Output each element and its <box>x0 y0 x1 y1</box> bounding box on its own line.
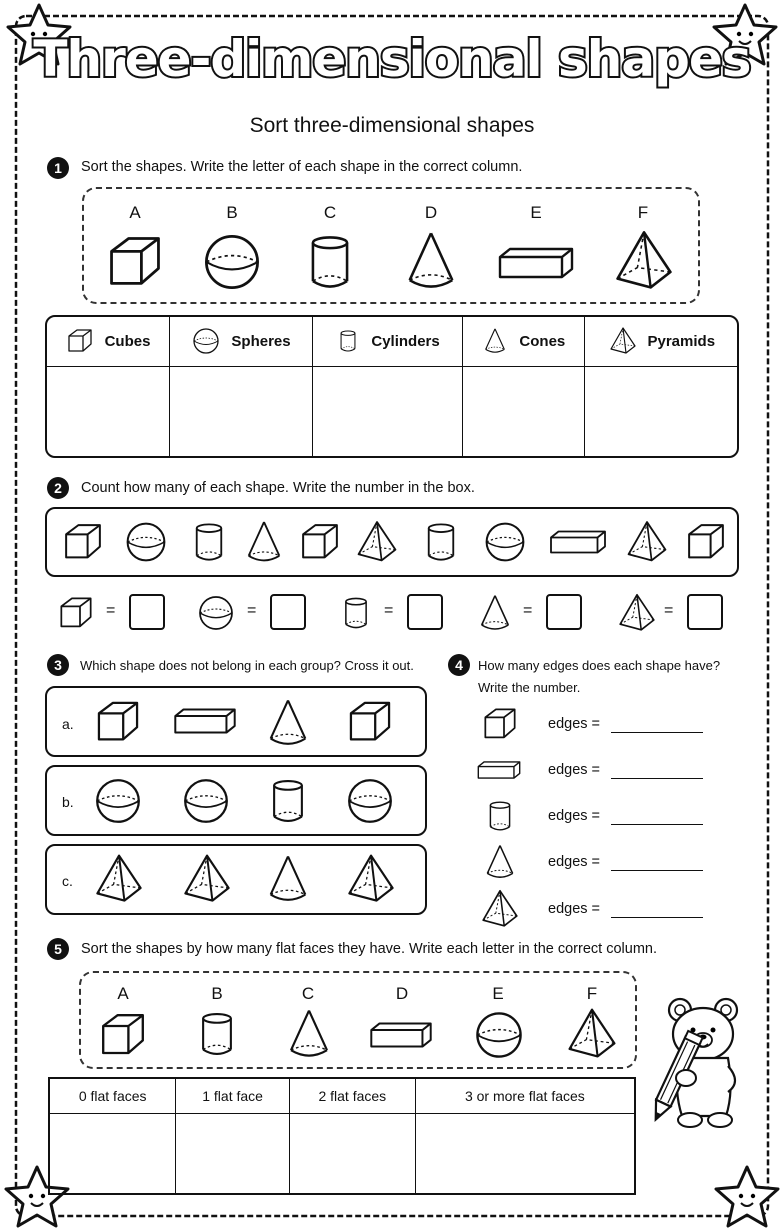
question-number: 2 <box>47 477 69 499</box>
equals-sign: = <box>106 602 116 619</box>
pyramid-shape <box>564 1006 620 1062</box>
edges-label: edges = <box>548 901 601 917</box>
column-header: Cubes <box>104 332 151 350</box>
star-icon <box>712 1164 782 1230</box>
column-header: Cones <box>519 332 566 350</box>
count-input-spheres[interactable] <box>270 594 306 630</box>
sphere-shape[interactable] <box>344 775 396 827</box>
sphere-shape[interactable] <box>92 775 144 827</box>
shape-letter: E <box>492 984 504 1003</box>
pyramid-shape <box>611 228 677 294</box>
rectangular-prism-shape <box>548 527 608 557</box>
cube-shape <box>96 1008 150 1062</box>
cylinder-icon <box>335 326 361 356</box>
cone-shape[interactable] <box>262 852 314 906</box>
cone-shape[interactable] <box>262 696 314 750</box>
page-subtitle: Sort three-dimensional shapes <box>249 114 535 137</box>
cylinder-shape <box>191 1006 243 1062</box>
cube-shape <box>103 230 167 294</box>
q5-instruction: Sort the shapes by how many flat faces they have. Write each letter in the correct column. <box>81 941 657 957</box>
q5-sort-table <box>48 1077 636 1195</box>
cube-shape[interactable] <box>92 696 144 748</box>
sphere-icon <box>191 326 221 356</box>
page-title: Three-dimensional shapes <box>33 30 751 88</box>
cone-shape <box>399 228 463 294</box>
column-header: 3 or more flat faces <box>415 1078 635 1114</box>
sphere-shape <box>123 519 169 565</box>
shape-letter: B <box>226 203 238 222</box>
question-number: 4 <box>448 654 470 676</box>
shape-letter: F <box>586 984 598 1003</box>
sphere-shape <box>472 1008 526 1062</box>
column-header: 2 flat faces <box>289 1078 415 1114</box>
count-input-cubes[interactable] <box>129 594 165 630</box>
pyramid-icon <box>616 592 658 634</box>
sphere-shape[interactable] <box>180 775 232 827</box>
question-number: 1 <box>47 157 69 179</box>
column-header: 1 flat face <box>176 1078 289 1114</box>
rectangular-prism-shape <box>496 242 576 284</box>
group-label: a. <box>62 716 74 732</box>
edges-answer-line[interactable] <box>611 777 703 779</box>
shape-letter: C <box>323 203 337 222</box>
answer-cell[interactable] <box>584 367 738 458</box>
edges-answer-line[interactable] <box>611 869 703 871</box>
rectangular-prism-shape <box>368 1018 434 1052</box>
sphere-icon <box>196 593 236 633</box>
cylinder-shape <box>418 517 464 567</box>
column-header: 0 flat faces <box>49 1078 176 1114</box>
cone-icon <box>481 842 519 882</box>
column-header: Spheres <box>231 332 291 350</box>
shape-letter: A <box>117 984 129 1003</box>
column-header: Pyramids <box>647 332 716 350</box>
shape-letter: D <box>424 203 438 222</box>
cylinder-shape <box>186 517 232 567</box>
sphere-shape <box>482 519 528 565</box>
edges-answer-line[interactable] <box>611 916 703 918</box>
sphere-shape <box>200 230 264 294</box>
cylinder-icon <box>337 592 375 634</box>
count-input-cylinders[interactable] <box>407 594 443 630</box>
pyramid-shape[interactable] <box>92 852 146 906</box>
rectangular-prism-shape[interactable] <box>172 704 238 738</box>
equals-sign: = <box>247 602 257 619</box>
answer-cell[interactable] <box>170 367 313 458</box>
q1-shape-bank <box>82 187 700 304</box>
q4-instruction-line2: Write the number. <box>478 680 581 695</box>
group-label: c. <box>62 873 73 889</box>
q3-instruction: Which shape does not belong in each group? Cross it out. <box>80 658 414 673</box>
shape-letter: B <box>211 984 223 1003</box>
cone-icon <box>475 592 515 634</box>
equals-sign: = <box>664 602 674 619</box>
count-input-cones[interactable] <box>546 594 582 630</box>
edges-label: edges = <box>548 716 601 732</box>
edges-answer-line[interactable] <box>611 731 703 733</box>
answer-cell[interactable] <box>176 1114 289 1194</box>
q4-instruction: How many edges does each shape have? <box>478 658 721 673</box>
edges-answer-line[interactable] <box>611 823 703 825</box>
cylinder-shape <box>298 228 362 296</box>
group-label: b. <box>62 794 74 810</box>
equals-sign: = <box>384 602 394 619</box>
pyramid-icon <box>479 888 521 930</box>
question-number: 3 <box>47 654 69 676</box>
cylinder-icon <box>482 796 518 836</box>
cube-icon <box>56 593 96 633</box>
q2-instruction: Count how many of each shape. Write the number in the box. <box>81 480 475 496</box>
pyramid-icon <box>608 326 638 356</box>
answer-cell[interactable] <box>415 1114 635 1194</box>
column-header: Cylinders <box>371 332 440 350</box>
cube-shape <box>297 519 343 565</box>
q5-shape-bank <box>79 971 637 1069</box>
cone-shape <box>282 1006 336 1062</box>
shape-letter: A <box>129 203 141 222</box>
q1-instruction: Sort the shapes. Write the letter of each shape in the correct column. <box>81 159 523 175</box>
cone-icon <box>481 326 509 356</box>
cylinder-shape[interactable] <box>262 773 314 829</box>
teddy-bear-icon <box>646 996 746 1136</box>
cone-shape <box>241 518 287 566</box>
edges-label: edges = <box>548 762 601 778</box>
cube-icon <box>480 704 520 744</box>
pyramid-shape[interactable] <box>180 852 234 906</box>
pyramid-shape <box>354 518 400 566</box>
rectangular-prism-icon <box>476 758 522 782</box>
answer-cell[interactable] <box>463 367 584 458</box>
answer-cell[interactable] <box>289 1114 415 1194</box>
shape-letter: F <box>637 203 649 222</box>
equals-sign: = <box>523 602 533 619</box>
cube-icon <box>65 326 95 356</box>
answer-cell[interactable] <box>312 367 462 458</box>
shape-letter: E <box>530 203 542 222</box>
edges-label: edges = <box>548 854 601 870</box>
shape-letter: C <box>301 984 315 1003</box>
shape-letter: D <box>395 984 409 1003</box>
answer-cell[interactable] <box>49 1114 176 1194</box>
question-number: 5 <box>47 938 69 960</box>
q1-sort-table <box>46 316 738 458</box>
cube-shape[interactable] <box>344 696 396 748</box>
pyramid-shape[interactable] <box>344 852 398 906</box>
answer-cell[interactable] <box>46 367 170 458</box>
count-input-pyramids[interactable] <box>687 594 723 630</box>
cube-shape <box>60 519 106 565</box>
edges-label: edges = <box>548 808 601 824</box>
pyramid-shape <box>624 518 670 566</box>
cube-shape <box>683 519 729 565</box>
